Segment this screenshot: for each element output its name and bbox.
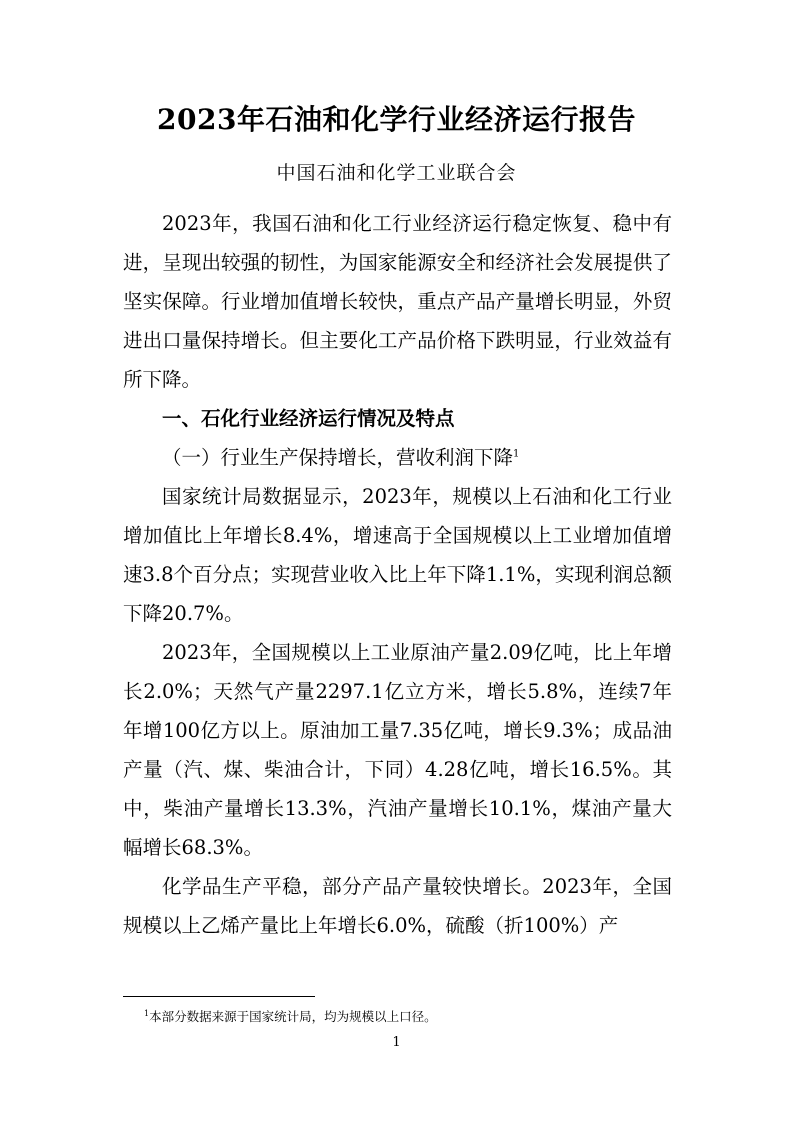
footnote-text: 本部分数据来源于国家统计局，均为规模以上口径。 — [149, 1009, 437, 1024]
subsection-heading-text: （一）行业生产保持增长，营收利润下降 — [162, 446, 514, 469]
subsection-heading — [123, 438, 672, 477]
document-author: 中国石油和化学工业联合会 — [276, 162, 517, 184]
footnote-marker: 1 — [144, 1008, 150, 1018]
paragraph-intro: 2023年，我国石油和化工行业经济运行稳定恢复、稳中有进，呈现出较强的韧性，为国家能源安全和经济社会发展提供了坚实保障。行业增加值增长较快，重点产品产量增长明显，外贸进出口量保持增长。但主要化工产品价格下跌明显，行业效益有所下降。 — [123, 212, 672, 391]
document-title: 2023年石油和化学行业经济运行报告 — [157, 103, 636, 136]
footnote-reference: 1 — [513, 448, 520, 460]
paragraph-oil-gas-output: 2023年，全国规模以上工业原油产量2.09亿吨，比上年增长2.0%；天然气产量2297.1亿立方米，增长5.8%，连续7年年增100亿方以上。原油加工量7.35亿吨，增长9.3%；成品油产量（汽、煤、柴油合计，下同）4.28亿吨，增长16.5%。其中，柴油产量增长13.3%，汽油产量增长10.1%，煤油产量大幅增长68.3%。 — [123, 641, 672, 859]
page-number: 1 — [392, 1035, 401, 1050]
section-heading: 一、石化行业经济运行情况及特点 — [162, 407, 455, 430]
footnote — [144, 1008, 437, 1026]
paragraph-chemicals-output: 化学品生产平稳，部分产品产量较快增长。2023年，全国规模以上乙烯产量比上年增长6.0%，硫酸（折100%）产 — [123, 875, 672, 937]
footnote-divider — [123, 996, 315, 997]
paragraph-industry-data: 国家统计局数据显示，2023年，规模以上石油和化工行业增加值比上年增长8.4%，增速高于全国规模以上工业增加值增速3.8个百分点；实现营业收入比上年下降1.1%，实现利润总额下降20.7%。 — [123, 485, 672, 625]
document-body — [123, 204, 672, 945]
